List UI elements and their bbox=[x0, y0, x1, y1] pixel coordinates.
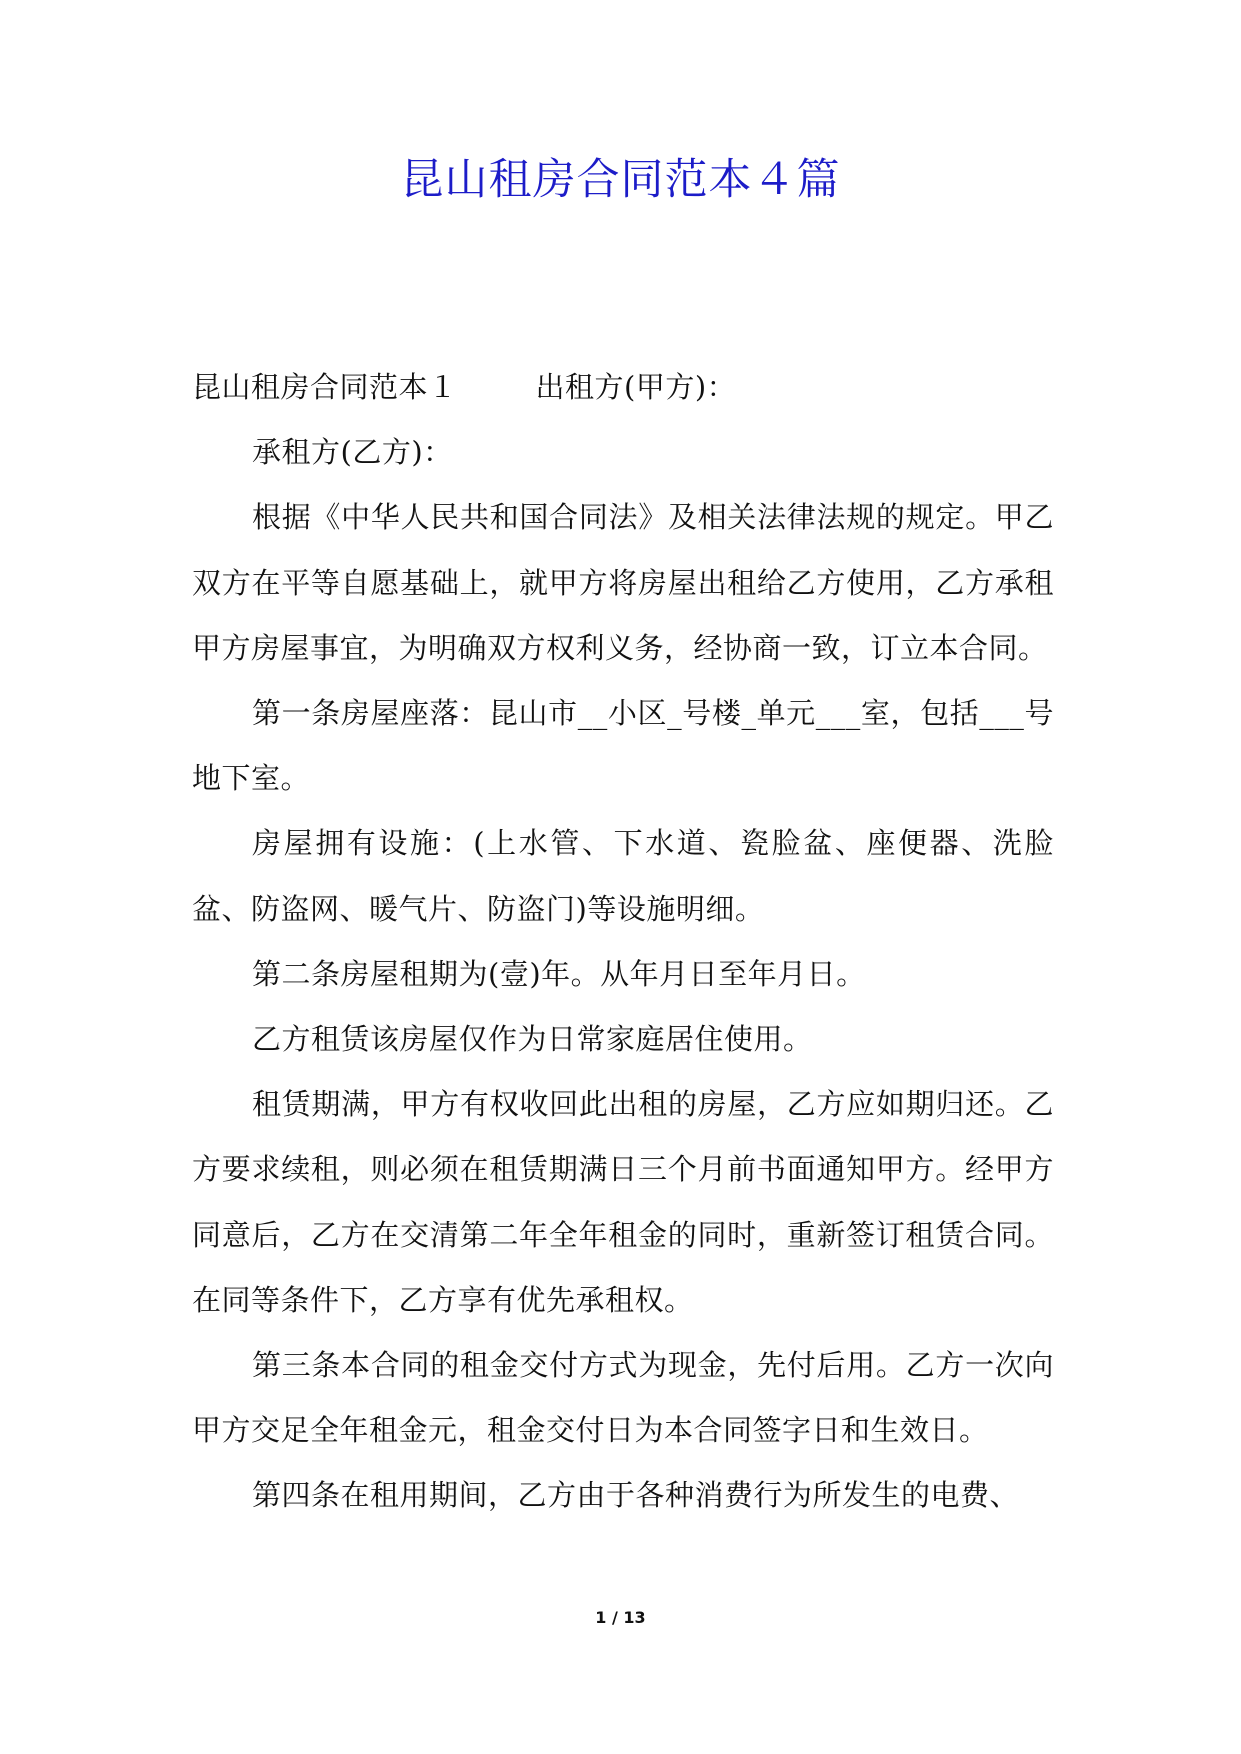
paragraph-renewal: 租赁期满，甲方有权收回此出租的房屋，乙方应如期归还。乙方要求续租，则必须在租赁期满日三个月前书面通知甲方。经甲方同意后，乙方在交清第二年全年租金的同时，重新签订租赁合同。在同等条件下，乙方享有优先承租权。 bbox=[192, 1087, 1054, 1317]
document-title: 昆山租房合同范本４篇 bbox=[400, 155, 841, 205]
paragraph-article-3-payment: 第三条本合同的租金交付方式为现金，先付后用。乙方一次向甲方交足全年租金元，租金交付日为本合同签字日和生效日。 bbox=[192, 1348, 1054, 1448]
paragraph-lessee: 承租方(乙方)： bbox=[252, 435, 453, 470]
lessor-label: 出租方(甲方)： bbox=[535, 370, 737, 404]
paragraph-preamble: 根据《中华人民共和国合同法》及相关法律法规的规定。甲乙双方在平等自愿基础上，就甲方将房屋出租给乙方使用，乙方承租甲方房屋事宜，为明确双方权利义务，经协商一致，订立本合同。 bbox=[192, 500, 1054, 665]
document-body bbox=[192, 355, 1054, 1529]
paragraph-article-4-expenses: 第四条在租用期间，乙方由于各种消费行为所发生的电费、 bbox=[252, 1478, 1020, 1513]
paragraph-article-2-term: 第二条房屋租期为(壹)年。从年月日至年月日。 bbox=[252, 956, 866, 991]
page-number: 1 / 13 bbox=[595, 1608, 646, 1627]
paragraph-facilities: 房屋拥有设施：(上水管、下水道、瓷脸盆、座便器、洗脸盆、防盗网、暖气片、防盗门)等设施明细。 bbox=[192, 826, 1054, 926]
paragraph-article-1-location: 第一条房屋座落：昆山市__小区_号楼_单元___室，包括___号地下室。 bbox=[192, 696, 1054, 796]
paragraph-usage: 乙方租赁该房屋仅作为日常家庭居住使用。 bbox=[252, 1022, 813, 1057]
first-line bbox=[192, 355, 1054, 420]
contract-heading: 昆山租房合同范本１ bbox=[192, 370, 458, 404]
